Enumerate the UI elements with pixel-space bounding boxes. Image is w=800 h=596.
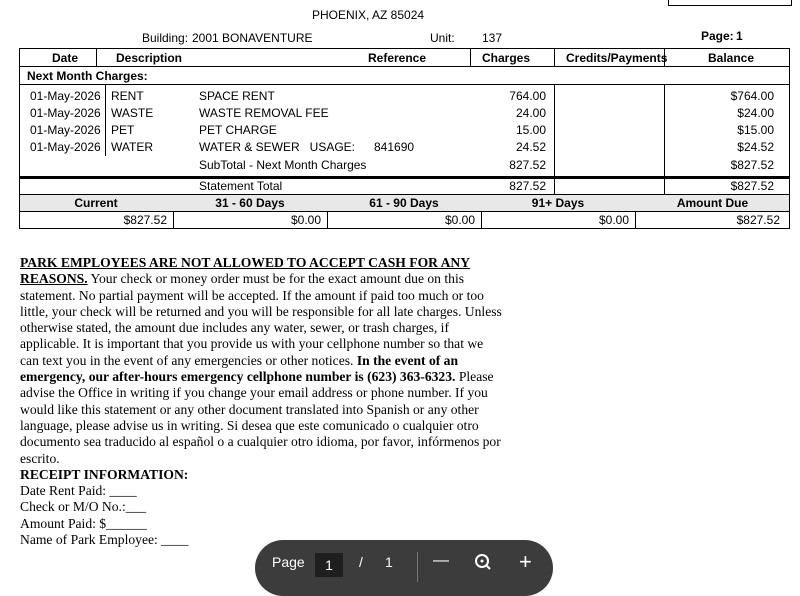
row-charge: 15.00 [515, 123, 546, 137]
zoom-in-button[interactable]: + [519, 549, 532, 574]
row-date: 01-May-2026 [30, 89, 101, 103]
col-balance: Balance [708, 51, 755, 65]
row-balance: $24.52 [737, 140, 774, 154]
zoom-fit-icon[interactable] [474, 553, 492, 571]
aging-31-60-value: $0.00 [290, 213, 321, 227]
page-value: 1 [736, 29, 743, 43]
statement-total-label: Statement Total [199, 179, 283, 193]
header-box [668, 0, 792, 6]
aging-current-label: Current [74, 196, 118, 210]
notice-body-1: Your check or money order must be for the exact amount due on this statement. No partial payment will be accepted. If the amount if paid too much or too little, your check will be returned and you will be responsible for all late charges. Unless otherwise stated, the amount due includes any water, sewer, or trash charges, if applicable. It is important that you provide us with your cellphone number so that we can text you in the event of any emergencies or other notices. [20, 271, 502, 368]
row-date: 01-May-2026 [30, 140, 101, 154]
statement-total-charge: 827.52 [509, 179, 546, 193]
page-label-text: Page [272, 554, 305, 570]
row-code: RENT [111, 89, 144, 103]
row-date: 01-May-2026 [30, 123, 101, 137]
building-label: Building: [142, 31, 189, 45]
row-balance: $764.00 [730, 89, 774, 103]
page-number-input[interactable]: 1 [315, 553, 343, 577]
row-code: WASTE [111, 106, 154, 120]
row-balance: $24.00 [737, 106, 774, 120]
unit-label: Unit: [430, 31, 455, 45]
col-reference: Reference [368, 51, 427, 65]
receipt-amount-line: Amount Paid: $______ [20, 515, 147, 531]
notice-emergency: In the event of an emergency, our after-hours emergency cellphone number is (623) 363-6323. [20, 352, 459, 385]
notice-heading-line2: REASONS. [20, 271, 88, 287]
zoom-out-button[interactable]: — [433, 552, 449, 569]
aging-61-90-label: 61 - 90 Days [369, 196, 439, 210]
amount-due-value: $827.52 [736, 213, 780, 227]
row-balance: $15.00 [737, 123, 774, 137]
row-description: WATER & SEWER USAGE: [199, 140, 356, 154]
unit-value: 137 [482, 31, 503, 45]
pdf-toolbar [255, 540, 553, 596]
col-credits: Credits/Payments [566, 51, 668, 65]
aging-61-90-value: $0.00 [444, 213, 475, 227]
subtotal-label: SubTotal - Next Month Charges [199, 158, 367, 172]
row-charge: 764.00 [509, 89, 546, 103]
subtotal-balance: $827.52 [730, 158, 774, 172]
aging-91-label: 91+ Days [531, 196, 585, 210]
col-description: Description [116, 51, 183, 65]
receipt-date-line: Date Rent Paid: ____ [20, 483, 137, 499]
row-reference: 841690 [374, 140, 415, 154]
col-charges: Charges [482, 51, 531, 65]
receipt-check-line: Check or M/O No.:___ [20, 499, 147, 515]
address-line: PHOENIX, AZ 85024 [312, 8, 425, 22]
notice-heading-line1: PARK EMPLOYEES ARE NOT ALLOWED TO ACCEPT CASH FOR ANY [20, 255, 471, 270]
total-pages: 1 [385, 554, 393, 570]
aging-current-value: $827.52 [123, 213, 167, 227]
page-separator: / [359, 554, 363, 570]
aging-91-value: $0.00 [598, 213, 629, 227]
receipt-employee-line: Name of Park Employee: ____ [20, 532, 189, 548]
amount-due-label: Amount Due [676, 196, 749, 210]
row-description: SPACE RENT [199, 89, 275, 103]
row-charge: 24.52 [515, 140, 546, 154]
notice-body-2: Please advise the Office in writing if you change your email address or phone number. If you would like this statement or any other document translated into Spanish or any other language, please advise us in writing. Si desea que este comunicado o cualquier otro documento sea traducido al español o a cualquier otro idioma, por favor, infórmenos por escrito. [20, 369, 501, 466]
row-date: 01-May-2026 [30, 106, 101, 120]
toolbar-divider [417, 552, 418, 582]
notice-paragraph [20, 255, 505, 548]
row-description: PET CHARGE [199, 123, 277, 137]
next-month-label: Next Month Charges: [27, 69, 148, 83]
aging-31-60-label: 31 - 60 Days [215, 196, 285, 210]
row-code: PET [111, 123, 135, 137]
row-description: WASTE REMOVAL FEE [199, 106, 329, 120]
building-value: 2001 BONAVENTURE [192, 31, 313, 45]
col-date: Date [52, 51, 79, 65]
row-code: WATER [111, 140, 153, 154]
page-label: Page: [701, 29, 734, 43]
receipt-heading: RECEIPT INFORMATION: [20, 466, 189, 482]
row-charge: 24.00 [515, 106, 546, 120]
statement-total-balance: $827.52 [730, 179, 774, 193]
subtotal-charge: 827.52 [509, 158, 546, 172]
